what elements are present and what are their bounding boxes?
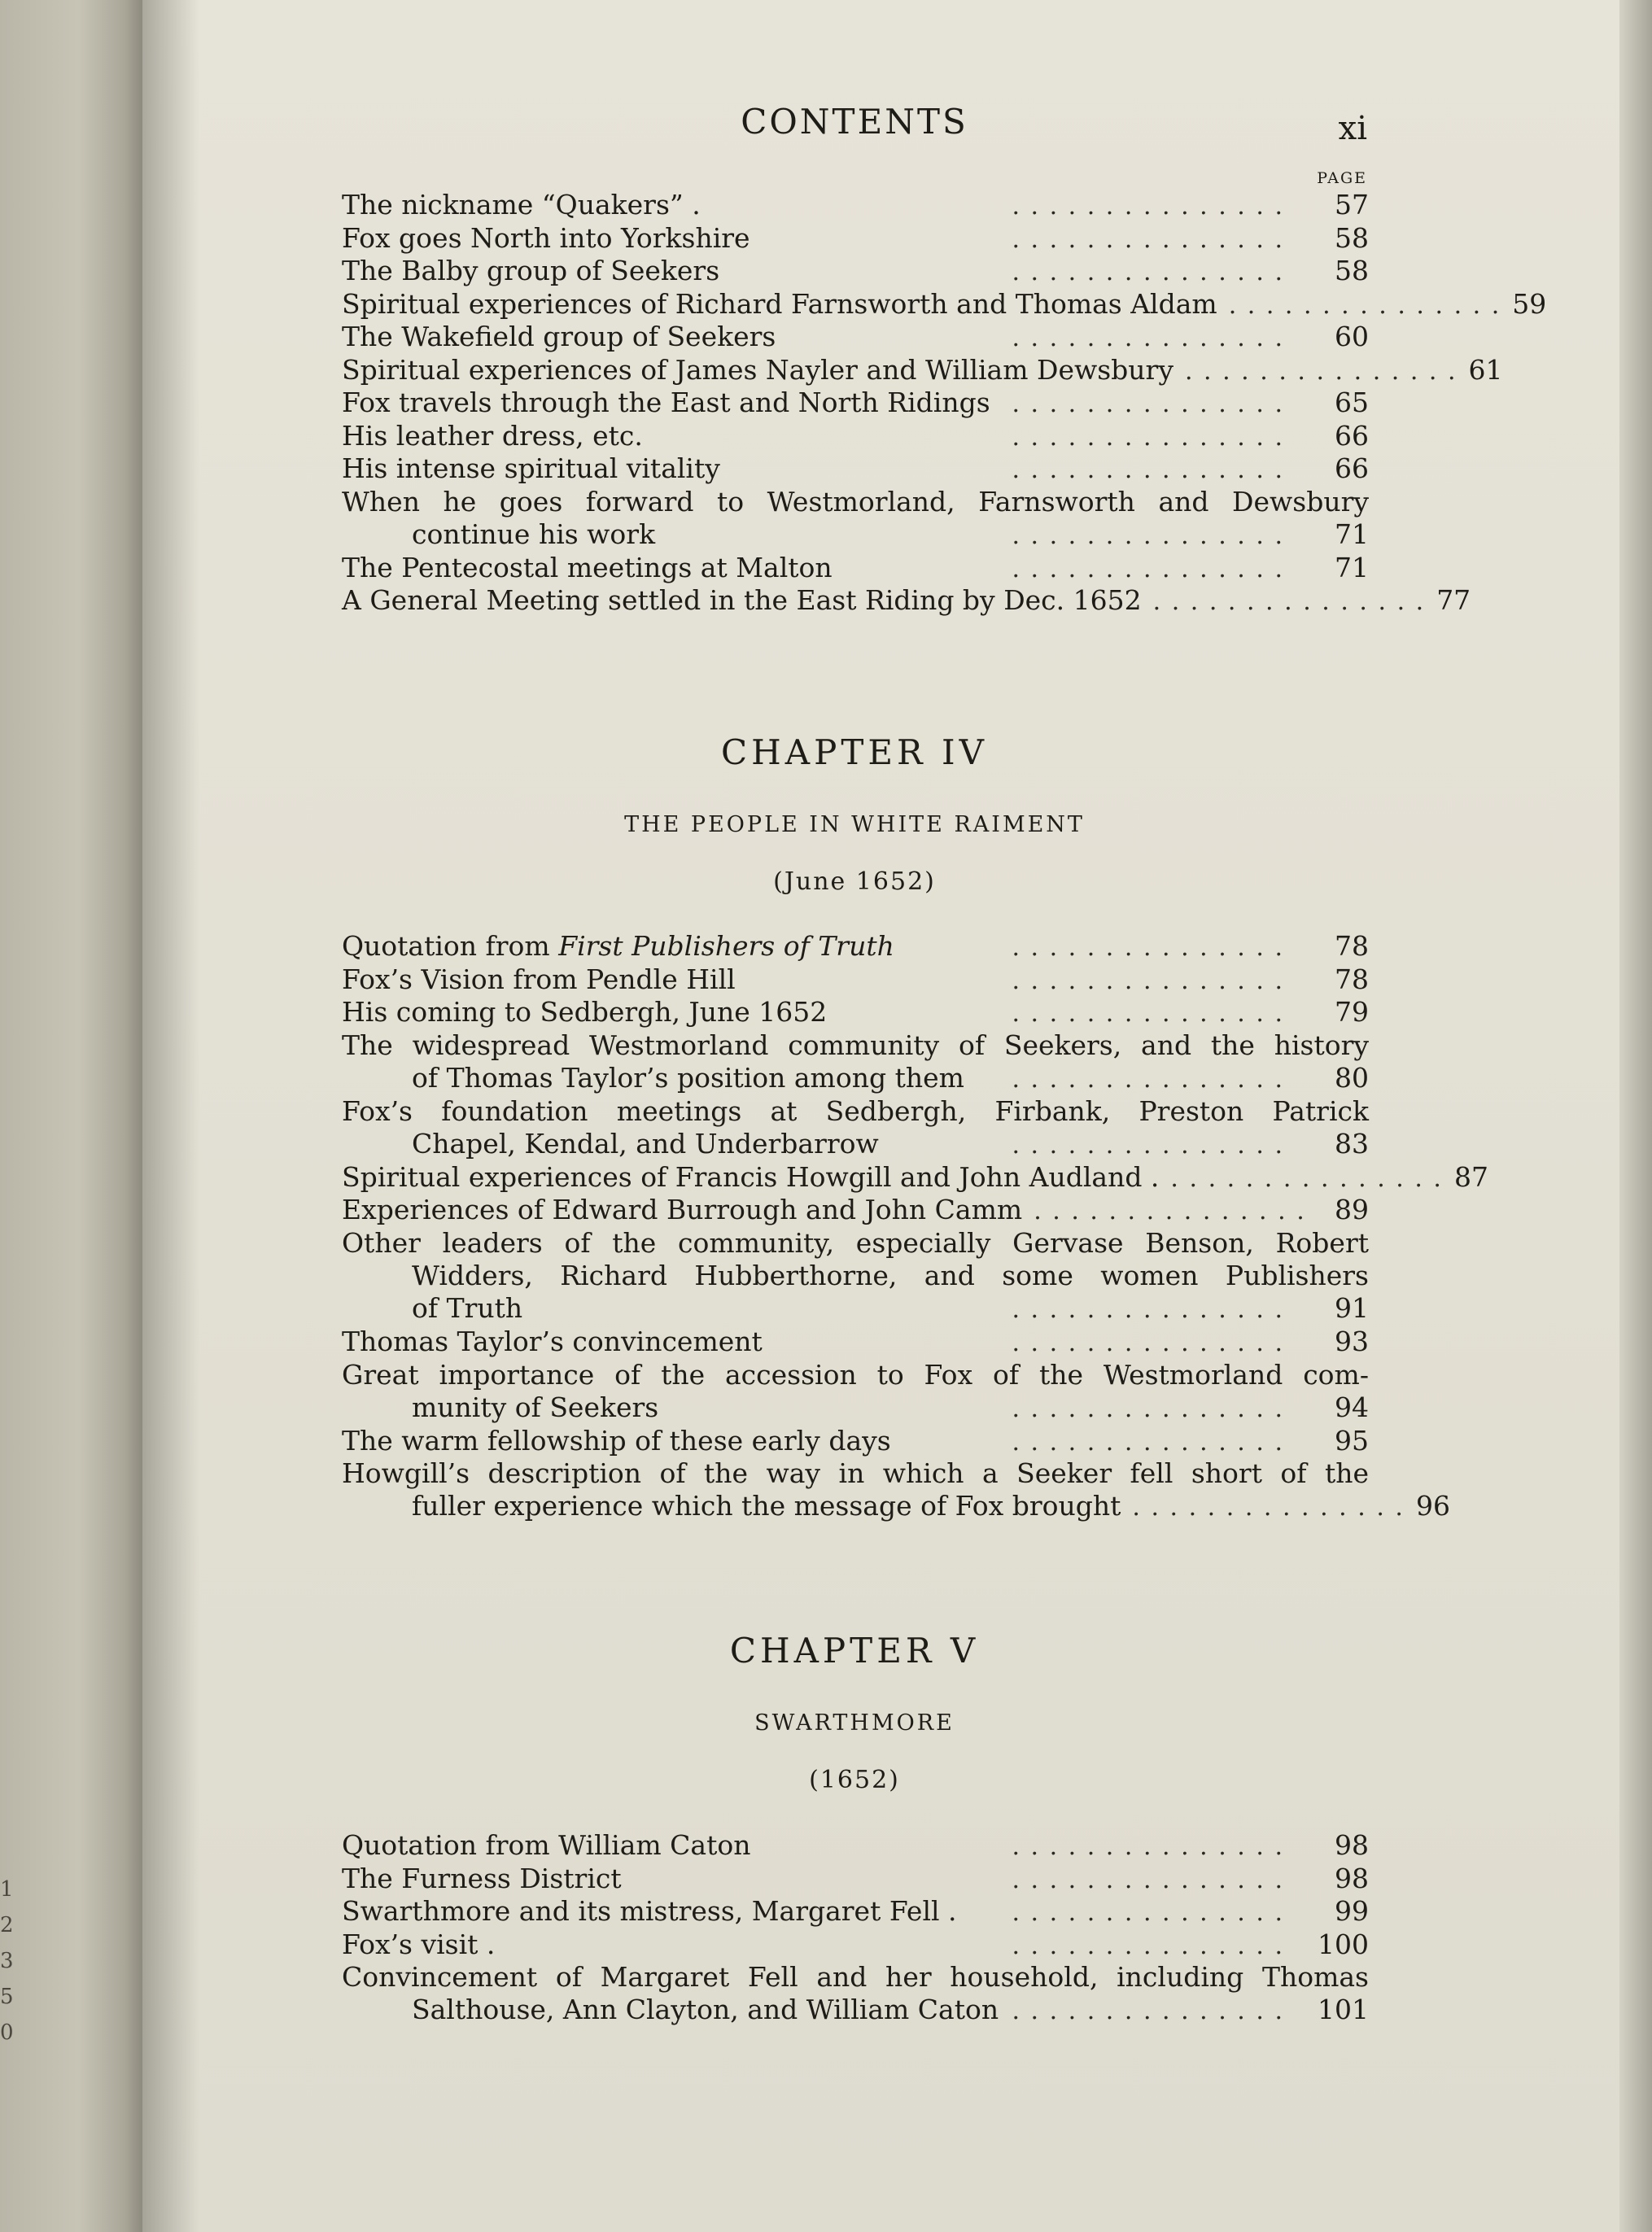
chapter-iv-title: CHAPTER IV: [721, 732, 988, 772]
dot-leader: . . . . . . . . . . . . . . .: [1012, 521, 1284, 550]
toc-entry-line: [342, 1128, 1369, 1160]
toc-entry-line: [342, 1895, 1369, 1928]
page-number: xi: [1338, 110, 1367, 147]
toc-entry: [342, 1160, 1488, 1194]
toc-entry: [342, 353, 1503, 387]
toc-entry-line: [342, 1095, 1369, 1128]
toc-entry-text: The warm fellowship of these early days: [342, 1424, 891, 1457]
toc-page-number: 78: [1335, 963, 1369, 995]
toc-page-number: 91: [1335, 1291, 1369, 1324]
toc-entry-text: fuller experience which the message of Fox brought: [412, 1490, 1121, 1522]
toc-entry-text: Great importance of the accession to Fox of the Westmorland com-: [342, 1358, 1369, 1391]
toc-entry-text: His intense spiritual vitality: [342, 452, 720, 484]
toc-entry-text: The Balby group of Seekers: [342, 255, 720, 286]
toc-entry-line: [342, 1928, 1369, 1961]
toc-entry-line: [342, 1292, 1369, 1325]
toc-page-number: 98: [1335, 1862, 1369, 1894]
toc-entry-line: [342, 287, 1547, 321]
toc-entry-text: When he goes forward to Westmorland, Farnsworth and Dewsbury: [342, 485, 1369, 518]
toc-entry: [342, 1961, 1369, 2026]
toc-entry-line: [342, 1961, 1369, 1994]
toc-entry-text: continue his work: [412, 518, 656, 550]
toc-entry: [342, 1928, 1369, 1961]
toc-entry-text: Chapel, Kendal, and Underbarrow: [412, 1127, 879, 1160]
toc-entry-text: The Wakefield group of Seekers: [342, 321, 776, 352]
toc-entry-text: Quotation from First Publishers of Truth: [342, 930, 894, 962]
dot-leader: . . . . . . . . . . . . . . .: [1228, 290, 1501, 320]
toc-entry-text: Quotation from William Caton: [342, 1829, 751, 1861]
dot-leader: . . . . . . . . . . . . . . .: [1012, 1997, 1284, 2025]
toc-entry-line: [342, 1029, 1369, 1062]
toc-page-number: 58: [1335, 255, 1369, 286]
toc-entry-line: [342, 1359, 1369, 1391]
toc-entry-text: Fox goes North into Yorkshire: [342, 221, 750, 254]
dot-leader: . . . . . . . . . . . . . . .: [1034, 1197, 1306, 1225]
toc-entry-text: Howgill’s description of the way in which a Seeker fell short of the: [342, 1457, 1369, 1489]
toc-entry-text: Spiritual experiences of Richard Farnsworth and Thomas Aldam: [342, 287, 1217, 320]
toc-entry-line: [342, 1425, 1369, 1457]
toc-entry-line: [342, 518, 1369, 551]
toc-entry: [342, 452, 1369, 485]
toc-entry: [342, 584, 1471, 617]
toc-entry-text: Spiritual experiences of James Nayler and William Dewsbury: [342, 353, 1173, 386]
dot-leader: . . . . . . . . . . . . . . .: [1012, 1394, 1284, 1423]
dot-leader: . . . . . . . . . . . . . . .: [1132, 1493, 1405, 1522]
toc-entry-line: [342, 1326, 1369, 1358]
dot-leader: . . . . . . . . . . . . . . .: [1012, 933, 1284, 962]
toc-entry: [342, 387, 1369, 419]
toc-entry-text: His coming to Sedbergh, June 1652: [342, 996, 828, 1028]
toc-entry-text: A General Meeting settled in the East Riding by Dec. 1652: [342, 584, 1142, 616]
toc-page-number: 78: [1335, 930, 1369, 962]
toc-entry-text: Convincement of Margaret Fell and her household, including Thomas: [342, 1961, 1369, 1993]
toc-page-number: 87: [1453, 1160, 1488, 1193]
dot-leader: . . . . . . . . . . . . . . .: [1012, 1064, 1284, 1094]
toc-entry-line: [342, 930, 1369, 963]
toc-entry-text: Spiritual experiences of Francis Howgill and John Audland .: [342, 1160, 1160, 1193]
toc-page-number: 57: [1335, 189, 1369, 221]
toc-page-number: 89: [1335, 1194, 1369, 1225]
previous-page-edge-text: 1 2 3 5 0: [0, 1877, 14, 2045]
toc-entry: [342, 1227, 1369, 1325]
toc-entry-line: [342, 584, 1471, 617]
page-edge: [1619, 0, 1652, 2232]
toc-entry-text: of Thomas Taylor’s position among them: [412, 1061, 964, 1094]
toc-entry-line: [342, 1863, 1369, 1895]
toc-entry-line: [342, 353, 1503, 387]
dot-leader: . . . . . . . . . . . . . . .: [1184, 356, 1458, 386]
dot-leader: . . . . . . . . . . . . . . .: [1012, 456, 1284, 484]
toc-entry-text: The Pentecostal meetings at Malton: [342, 551, 833, 583]
toc-entry: [342, 321, 1369, 353]
toc-entry-line: [342, 420, 1369, 452]
chapter-v-subtitle: SWARTHMORE: [754, 1710, 955, 1736]
toc-page-number: 79: [1335, 996, 1369, 1028]
toc-page-number: 96: [1415, 1490, 1450, 1522]
toc-page-number: 95: [1335, 1424, 1369, 1457]
dot-leader: . . . . . . . . . . . . . . .: [1012, 1931, 1284, 1960]
toc-entry-text: Experiences of Edward Burrough and John Camm: [342, 1194, 1023, 1225]
toc-entry-text: Thomas Taylor’s convincement: [342, 1326, 763, 1357]
toc-page-number: 71: [1335, 518, 1369, 550]
dot-leader: . . . . . . . . . . . . . . .: [1170, 1164, 1443, 1193]
toc-entry-text: The widespread Westmorland community of Seekers, and the history: [342, 1029, 1369, 1061]
toc-page-number: 77: [1436, 584, 1471, 616]
chapter-v-title: CHAPTER V: [729, 1631, 980, 1671]
toc-entry-line: [342, 996, 1369, 1029]
toc-entry: [342, 1863, 1369, 1895]
toc-entry-text: Swarthmore and its mistress, Margaret Fell .: [342, 1895, 957, 1927]
toc-entry-text: The Furness District: [342, 1862, 622, 1894]
dot-leader: . . . . . . . . . . . . . . .: [1012, 1865, 1284, 1894]
toc-entry-line: [342, 1227, 1369, 1260]
toc-entry-line: [342, 552, 1369, 584]
toc-page-number: 61: [1468, 353, 1503, 386]
toc-entry: [342, 930, 1369, 963]
toc-entry-line: [342, 1062, 1369, 1094]
dot-leader: . . . . . . . . . . . . . . .: [1012, 966, 1284, 995]
toc-page-number: 101: [1318, 1994, 1369, 2025]
dot-leader: . . . . . . . . . . . . . . .: [1152, 587, 1426, 616]
toc-entry-line: [342, 1391, 1369, 1424]
toc-page-number: 71: [1335, 551, 1369, 583]
toc-entry: [342, 1095, 1369, 1160]
toc-entry: [342, 996, 1369, 1029]
toc-entry-line: [342, 222, 1369, 255]
toc-entry-line: [342, 1994, 1369, 2026]
toc-entry-text: Widders, Richard Hubberthorne, and some women Publishers: [412, 1259, 1369, 1291]
toc-entry-text: munity of Seekers: [412, 1391, 659, 1423]
toc-page-number: 93: [1335, 1326, 1369, 1357]
toc-entry-text: Fox’s foundation meetings at Sedbergh, Firbank, Preston Patrick: [342, 1094, 1369, 1127]
toc-entry: [342, 255, 1369, 287]
toc-page-number: 66: [1335, 419, 1369, 452]
toc-entry-line: [342, 1194, 1369, 1226]
page-column-label: PAGE: [1317, 169, 1367, 187]
toc-entry-text: The nickname “Quakers” .: [342, 189, 701, 221]
toc-entry: [342, 1457, 1450, 1522]
toc-entry-line: [342, 189, 1369, 221]
chapter-iv-date: (June 1652): [773, 867, 936, 896]
toc-page-number: 100: [1318, 1928, 1369, 1960]
toc-entry-line: [342, 452, 1369, 485]
gutter-shadow: [142, 0, 199, 2232]
toc-entry-line: [342, 1260, 1369, 1292]
toc-entry-line: [342, 321, 1369, 353]
chapter-iv-subtitle: THE PEOPLE IN WHITE RAIMENT: [624, 812, 1085, 837]
toc-page-number: 80: [1335, 1061, 1369, 1094]
toc-entry: [342, 420, 1369, 452]
dot-leader: . . . . . . . . . . . . . . .: [1012, 225, 1284, 254]
dot-leader: . . . . . . . . . . . . . . .: [1012, 390, 1284, 418]
toc-page-number: 99: [1335, 1895, 1369, 1927]
toc-entry: [342, 1425, 1369, 1457]
toc-entry: [342, 486, 1369, 551]
toc-entry: [342, 1829, 1369, 1862]
toc-entry-line: [342, 1457, 1369, 1490]
toc-entry-line: [342, 963, 1369, 996]
toc-entry: [342, 552, 1369, 584]
toc-page-number: 59: [1512, 287, 1547, 320]
dot-leader: . . . . . . . . . . . . . . .: [1012, 554, 1284, 583]
toc-page-number: 60: [1335, 321, 1369, 352]
toc-entry: [342, 1194, 1369, 1226]
toc-page-number: 94: [1335, 1391, 1369, 1423]
toc-entry-text: His leather dress, etc.: [342, 419, 643, 452]
toc-page-number: 98: [1335, 1829, 1369, 1861]
toc-entry: [342, 1326, 1369, 1358]
running-head: CONTENTS: [741, 102, 968, 142]
previous-page-margin: [0, 0, 142, 2232]
toc-entry: [342, 963, 1369, 996]
toc-entry: [342, 1029, 1369, 1094]
dot-leader: . . . . . . . . . . . . . . .: [1012, 422, 1284, 452]
chapter-v-date: (1652): [809, 1766, 900, 1794]
toc-entry: [342, 1895, 1369, 1928]
dot-leader: . . . . . . . . . . . . . . .: [1012, 1295, 1284, 1324]
dot-leader: . . . . . . . . . . . . . . .: [1012, 324, 1284, 352]
dot-leader: . . . . . . . . . . . . . . .: [1012, 1898, 1284, 1927]
toc-entry: [342, 287, 1547, 321]
dot-leader: . . . . . . . . . . . . . . .: [1012, 192, 1284, 221]
toc-entry-text: Fox travels through the East and North Ridings: [342, 387, 990, 418]
toc-entry-line: [342, 1829, 1369, 1862]
dot-leader: . . . . . . . . . . . . . . .: [1012, 1329, 1284, 1357]
toc-entry-line: [342, 387, 1369, 419]
dot-leader: . . . . . . . . . . . . . . .: [1012, 1832, 1284, 1861]
toc-entry-text: of Truth: [412, 1291, 523, 1324]
dot-leader: . . . . . . . . . . . . . . .: [1012, 1427, 1284, 1457]
toc-page-number: 58: [1335, 221, 1369, 254]
toc-entry-text: Fox’s Vision from Pendle Hill: [342, 963, 736, 995]
toc-entry: [342, 189, 1369, 221]
toc-entry-text: Salthouse, Ann Clayton, and William Caton: [412, 1994, 999, 2025]
dot-leader: . . . . . . . . . . . . . . .: [1012, 999, 1284, 1028]
toc-entry-line: [342, 255, 1369, 287]
toc-entry: [342, 1359, 1369, 1424]
toc-page-number: 83: [1335, 1127, 1369, 1160]
toc-page-number: 66: [1335, 452, 1369, 484]
toc-entry-text: Fox’s visit .: [342, 1928, 496, 1960]
toc-entry-line: [342, 1490, 1450, 1522]
toc-entry-text: Other leaders of the community, especially Gervase Benson, Robert: [342, 1226, 1369, 1259]
dot-leader: . . . . . . . . . . . . . . .: [1012, 1130, 1284, 1160]
toc-entry: [342, 222, 1369, 255]
toc-entry-line: [342, 486, 1369, 518]
toc-page-number: 65: [1335, 387, 1369, 418]
dot-leader: . . . . . . . . . . . . . . .: [1012, 258, 1284, 286]
toc-entry-line: [342, 1160, 1488, 1194]
